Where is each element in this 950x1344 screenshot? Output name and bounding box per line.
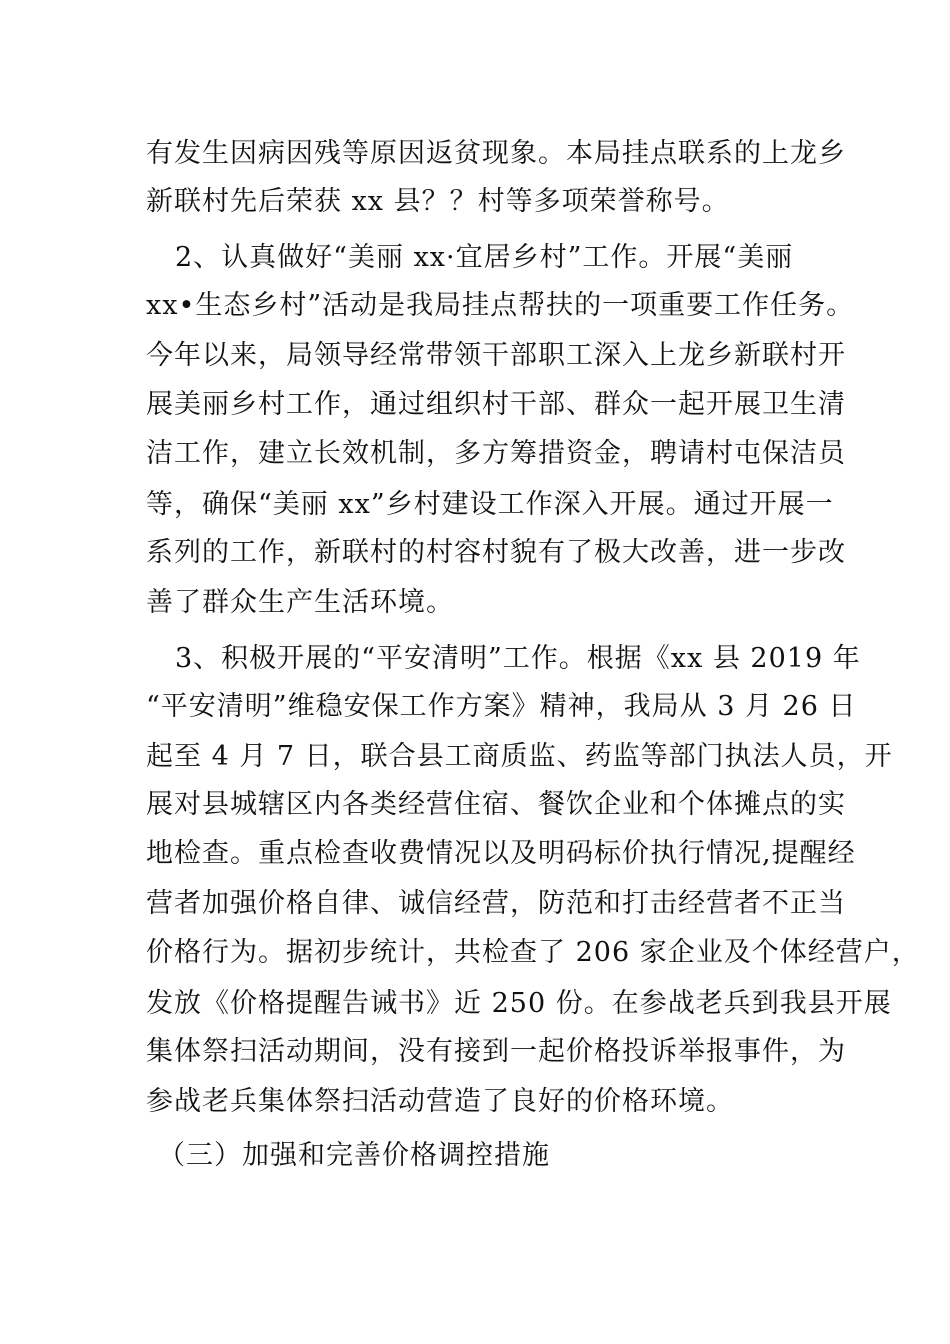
paragraph-line: xx•生态乡村”活动是我局挂点帮扶的一项重要工作任务。	[146, 290, 855, 321]
paragraph-line: 地检查。重点检查收费情况以及明码标价执行情况,提醒经	[146, 838, 856, 869]
paragraph-line: “平安清明”维稳安保工作方案》精神，我局从 3 月 26 日	[146, 691, 857, 722]
paragraph-line: 展美丽乡村工作，通过组织村干部、群众一起开展卫生清	[146, 389, 846, 420]
paragraph-line: 3、积极开展的“平安清明”工作。根据《xx 县 2019 年	[175, 643, 861, 674]
paragraph-line: 发放《价格提醒告诫书》近 250 份。在参战老兵到我县开展	[146, 988, 892, 1019]
paragraph-line: 营者加强价格自律、诚信经营，防范和打击经营者不正当	[146, 888, 846, 919]
paragraph-line: 2、认真做好“美丽 xx·宜居乡村”工作。开展“美丽	[175, 242, 794, 273]
section-heading: （三）加强和完善价格调控措施	[158, 1140, 550, 1171]
paragraph-line: 系列的工作，新联村的村容村貌有了极大改善，进一步改	[146, 537, 846, 568]
paragraph-line: 等，确保“美丽 xx”乡村建设工作深入开展。通过开展一	[146, 489, 834, 520]
paragraph-line: 价格行为。据初步统计，共检查了 206 家企业及个体经营户，	[146, 937, 920, 968]
paragraph-line: 善了群众生产生活环境。	[146, 587, 454, 618]
paragraph-line: 今年以来，局领导经常带领干部职工深入上龙乡新联村开	[146, 340, 846, 371]
paragraph-line: 集体祭扫活动期间，没有接到一起价格投诉举报事件，为	[146, 1036, 846, 1067]
paragraph-line: 起至 4 月 7 日，联合县工商质监、药监等部门执法人员，开	[146, 741, 893, 772]
paragraph-line: 参战老兵集体祭扫活动营造了良好的价格环境。	[146, 1086, 734, 1117]
paragraph-line: 洁工作，建立长效机制，多方筹措资金，聘请村屯保洁员	[146, 438, 846, 469]
paragraph-line: 展对县城辖区内各类经营住宿、餐饮企业和个体摊点的实	[146, 789, 846, 820]
paragraph-line: 新联村先后荣获 xx 县？？村等多项荣誉称号。	[146, 186, 730, 217]
paragraph-line: 有发生因病因残等原因返贫现象。本局挂点联系的上龙乡	[146, 138, 846, 169]
